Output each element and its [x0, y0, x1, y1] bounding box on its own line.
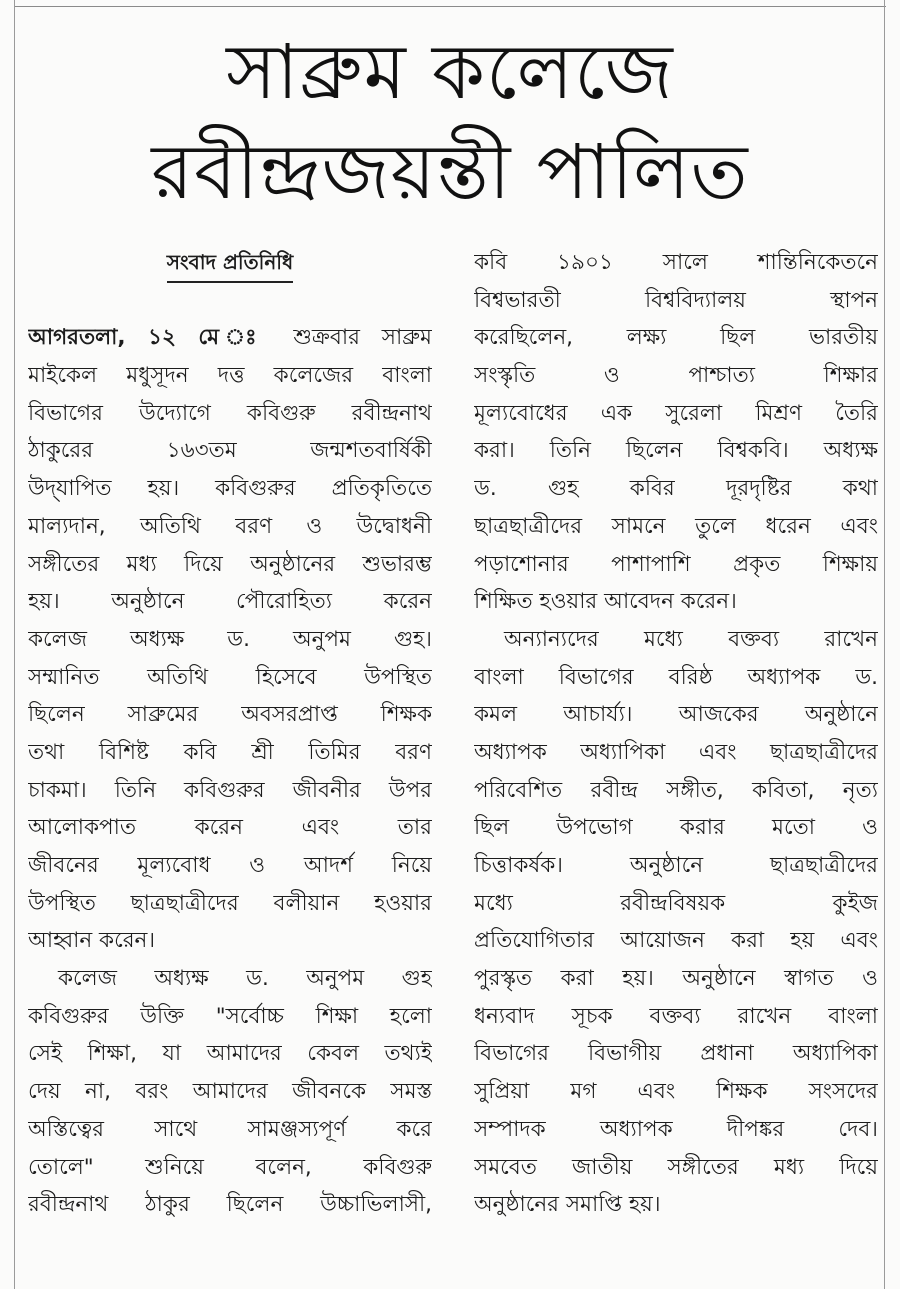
- article-line: করেছিলেন, লক্ষ্য ছিল ভারতীয়: [474, 325, 878, 351]
- article-line: বিভাগের বিভাগীয় প্রধানা অধ্যাপিকা: [474, 1041, 878, 1067]
- article-line: সম্মানিত অতিথি হিসেবে উপস্থিত: [28, 664, 432, 690]
- article-line: শিক্ষিত হওয়ার আবেদন করেন।: [474, 589, 737, 615]
- article-line: পুরস্কৃত করা হয়। অনুষ্ঠানে স্বাগত ও: [474, 966, 878, 992]
- top-border-rule: [14, 6, 886, 7]
- article-line: বাংলা বিভাগের বরিষ্ঠ অধ্যাপক ড.: [474, 664, 878, 690]
- article-line: মূল্যবোধের এক সুরেলা মিশ্রণ তৈরি: [474, 400, 878, 426]
- article-line: আহ্বান করেন।: [28, 928, 156, 954]
- article-line: মধ্যে রবীন্দ্রবিষয়ক কুইজ: [474, 890, 878, 916]
- article-line: পরিবেশিত রবীন্দ্র সঙ্গীত, কবিতা, নৃত্য: [474, 777, 878, 803]
- byline: সংবাদ প্রতিনিধি: [167, 247, 293, 283]
- article-line: সঙ্গীতের মধ্য দিয়ে অনুষ্ঠানের শুভারম্ভ: [28, 551, 432, 577]
- article-line: অধ্যাপক অধ্যাপিকা এবং ছাত্রছাত্রীদের: [474, 739, 878, 765]
- article-line: রবীন্দ্রনাথ ঠাকুর ছিলেন উচ্চাভিলাসী,: [28, 1192, 432, 1218]
- article-line-text: শুক্রবার সাব্রুম: [271, 325, 432, 351]
- headline-line-2: রবীন্দ্রজয়ন্তী পালিত: [151, 127, 749, 216]
- article-line: কলেজ অধ্যক্ষ ড. অনুপম গুহ: [58, 966, 432, 992]
- article-line: তোলে" শুনিয়ে বলেন, কবিগুরু: [28, 1154, 432, 1180]
- article-line: উদ্‌যাপিত হয়। কবিগুরুর প্রতিকৃতিতে: [28, 476, 432, 502]
- article-line: পড়াশোনার পাশাপাশি প্রকৃত শিক্ষায়: [474, 551, 878, 577]
- article-line: প্রতিযোগিতার আয়োজন করা হয় এবং: [474, 928, 878, 954]
- headline-line-1: সাব্রুম কলেজে: [226, 27, 674, 116]
- article-line: অস্তিত্বের সাথে সামঞ্জস্যপূর্ণ করে: [28, 1116, 432, 1142]
- article-line: বিভাগের উদ্যোগে কবিগুরু রবীন্দ্রনাথ: [28, 400, 432, 426]
- left-border-rule: [14, 0, 15, 1289]
- right-border-rule: [884, 0, 885, 1289]
- article-line: কলেজ অধ্যক্ষ ড. অনুপম গুহ।: [28, 626, 432, 652]
- article-line: সম্পাদক অধ্যাপক দীপঙ্কর দেব।: [474, 1116, 878, 1142]
- article-line: তথা বিশিষ্ট কবি শ্রী তিমির বরণ: [28, 739, 432, 765]
- article-line: আলোকপাত করেন এবং তার: [28, 815, 432, 841]
- article-line: কবিগুরুর উক্তি "সর্বোচ্চ শিক্ষা হলো: [28, 1003, 432, 1029]
- article-line: ড. গুহ কবির দূরদৃষ্টির কথা: [474, 476, 878, 502]
- article-line: দেয় না, বরং আমাদের জীবনকে সমস্ত: [28, 1079, 432, 1105]
- article-line: সুপ্রিয়া মগ এবং শিক্ষক সংসদের: [474, 1079, 878, 1105]
- article-line: অনুষ্ঠানের সমাপ্তি হয়।: [474, 1192, 661, 1218]
- article-line: চাকমা। তিনি কবিগুরুর জীবনীর উপর: [28, 777, 432, 803]
- article-line: উপস্থিত ছাত্রছাত্রীদের বলীয়ান হওয়ার: [28, 890, 432, 916]
- article-line: করা। তিনি ছিলেন বিশ্বকবি। অধ্যক্ষ: [474, 438, 878, 464]
- headline: [40, 22, 860, 222]
- article-line: সংস্কৃতি ও পাশ্চাত্য শিক্ষার: [474, 363, 878, 389]
- article-line: মাল্যদান, অতিথি বরণ ও উদ্বোধনী: [28, 513, 432, 539]
- article-line: ঠাকুরের ১৬৩তম জন্মশতবার্ষিকী: [28, 438, 432, 464]
- article-line: সমবেত জাতীয় সঙ্গীতের মধ্য দিয়ে: [474, 1154, 878, 1180]
- article-column-left: [28, 244, 432, 1224]
- byline-container: [28, 244, 432, 282]
- dateline: আগরতলা, ১২ মে ঃ: [28, 325, 272, 351]
- article-line: বিশ্বভারতী বিশ্ববিদ্যালয় স্থাপন: [474, 287, 878, 313]
- article-line: [28, 319, 432, 357]
- article-line: ধন্যবাদ সূচক বক্তব্য রাখেন বাংলা: [474, 1003, 878, 1029]
- article-line: জীবনের মূল্যবোধ ও আদর্শ নিয়ে: [28, 853, 432, 878]
- article-line: হয়। অনুষ্ঠানে পৌরোহিত্য করেন: [28, 589, 432, 615]
- article-line: সেই শিক্ষা, যা আমাদের কেবল তথ্যই: [28, 1041, 432, 1067]
- article-line: চিত্তাকর্ষক। অনুষ্ঠানে ছাত্রছাত্রীদের: [474, 853, 878, 878]
- article-line: ছাত্রছাত্রীদের সামনে তুলে ধরেন এবং: [474, 513, 878, 539]
- article-line: ছিলেন সাব্রুমের অবসরপ্রাপ্ত শিক্ষক: [28, 702, 432, 728]
- byline-spacer: [28, 282, 432, 320]
- article-line: অন্যান্যদের মধ্যে বক্তব্য রাখেন: [504, 626, 878, 652]
- article-line: ছিল উপভোগ করার মতো ও: [474, 815, 878, 841]
- article-column-right: [474, 244, 878, 1224]
- article-line: কমল আচার্য্য। আজকের অনুষ্ঠানে: [474, 702, 878, 728]
- article-line: কবি ১৯০১ সালে শান্তিনিকেতনে: [474, 250, 878, 275]
- article-line: মাইকেল মধুসূদন দত্ত কলেজের বাংলা: [28, 363, 432, 389]
